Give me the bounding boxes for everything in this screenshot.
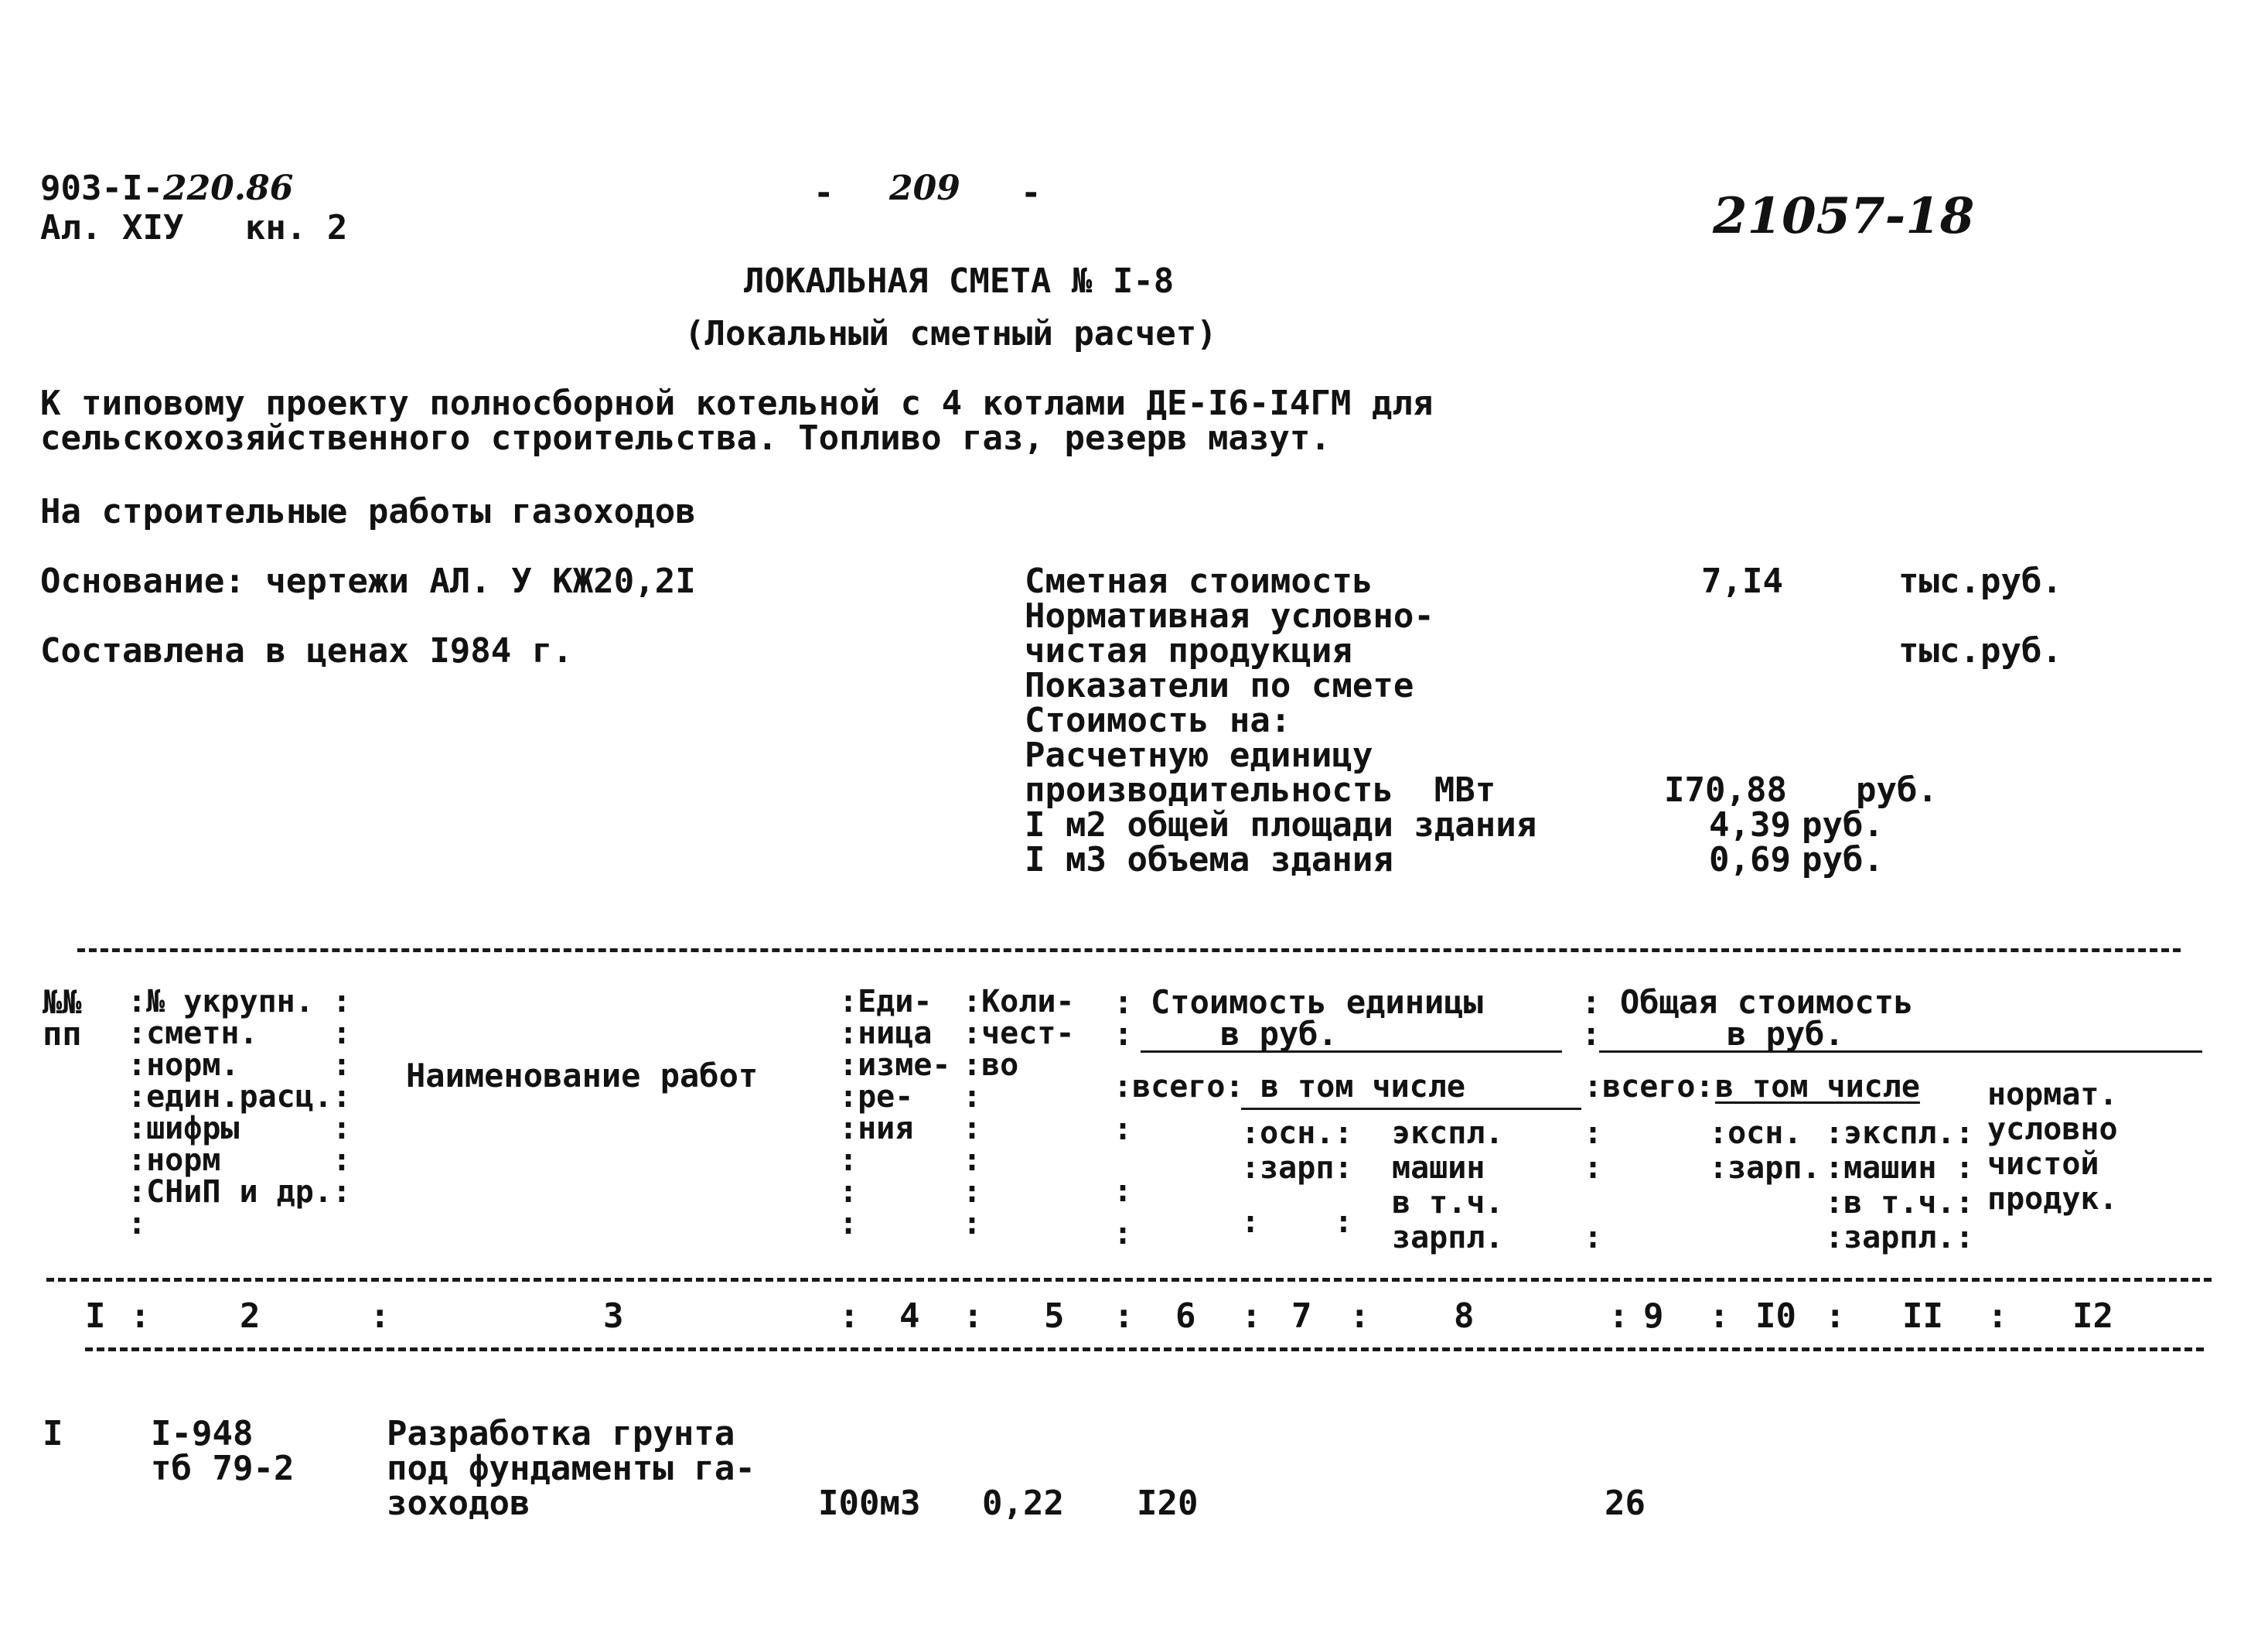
column-number-11: II: [1902, 1296, 1943, 1336]
unit-cost-all: :всего:: [1114, 1069, 1244, 1105]
page-dash-left: -: [813, 173, 834, 213]
project-line-2: сельскохозяйственного строительства. Топливо газ, резерв мазут.: [40, 418, 1331, 458]
header-col-10-line-1: :осн.: [1709, 1115, 1802, 1151]
header-col-8-line-1: экспл.: [1392, 1115, 1504, 1151]
column-sep: :: [839, 1296, 860, 1336]
col-9-colon: :: [1584, 1115, 1603, 1151]
norm-label-2: чистая продукция: [1025, 631, 1352, 671]
column-number-7: 7: [1291, 1296, 1312, 1336]
page-number: 209: [889, 169, 960, 208]
header-col-5-line-6: :: [963, 1142, 982, 1178]
column-sep: :: [130, 1296, 151, 1336]
header-col-5-line-2: :чест-: [963, 1016, 1075, 1051]
calc-unit-label: Расчетную единицу: [1025, 736, 1373, 775]
total-cost-including: в том числе: [1715, 1069, 1920, 1105]
header-col-8-line-2: машин: [1392, 1150, 1485, 1186]
volume-label: I м3 объема здания: [1025, 840, 1393, 879]
header-col-5-line-8: :: [963, 1206, 982, 1241]
row-name-line-2: под фундаменты га-: [387, 1449, 755, 1488]
project-line-1: К типовому проекту полносборной котельной с 4 котлами ДЕ-I6-I4ГМ для: [40, 384, 1434, 423]
norm-label-1: Нормативная условно-: [1025, 596, 1434, 636]
header-col-3: Наименование работ: [406, 1057, 759, 1095]
column-sep: :: [1825, 1296, 1846, 1336]
header-col-4-line-1: :Еди-: [839, 984, 933, 1019]
header-col-2-line-7: :СНиП и др.:: [128, 1174, 351, 1210]
basis-line: Основание: чертежи АЛ. У КЖ20,2I: [40, 562, 696, 601]
doc-code-prefix: 903-I-: [40, 169, 163, 208]
column-number-12: I2: [2072, 1296, 2113, 1336]
cost-label: Сметная стоимость: [1025, 562, 1373, 601]
cost-on-label: Стоимость на:: [1025, 701, 1291, 740]
row-quantity: 0,22: [982, 1484, 1064, 1523]
column-number-10: I0: [1755, 1296, 1796, 1336]
column-sep: :: [1349, 1296, 1370, 1336]
column-sep: :: [370, 1296, 391, 1336]
header-col-4-line-6: :: [839, 1142, 858, 1178]
header-col-2-line-5: :шифры :: [128, 1111, 351, 1146]
header-col-2-line-1: :№ укрупн. :: [128, 984, 351, 1019]
header-col-1-line-1: №№: [43, 983, 82, 1021]
unit-cost-colon: :: [1114, 1015, 1134, 1053]
row-number: I: [43, 1414, 63, 1453]
table-top-rule: [77, 948, 2181, 952]
header-col-10-line-2: :зарп.: [1709, 1150, 1821, 1186]
row-unit: I00м3: [818, 1484, 921, 1523]
column-number-3: 3: [603, 1296, 624, 1336]
column-sep: :: [1987, 1296, 2008, 1336]
including-underline: [1241, 1108, 1581, 1110]
table-header-rule: [46, 1278, 2212, 1282]
column-number-8: 8: [1454, 1296, 1475, 1336]
header-col-12-line-2: условно: [1987, 1112, 2118, 1147]
doc-code: [40, 169, 294, 208]
col-9-colon-2: :: [1584, 1150, 1603, 1186]
header-col-5-line-5: :: [963, 1111, 982, 1146]
column-sep: :: [1114, 1296, 1134, 1336]
header-col-2-line-8: :: [128, 1206, 147, 1241]
header-col-2-line-3: :норм. :: [128, 1047, 351, 1083]
header-col-5-line-7: :: [963, 1174, 982, 1210]
header-col-4-line-2: :ница: [839, 1016, 933, 1051]
col-9-colon-3: :: [1584, 1220, 1603, 1255]
column-number-1: I: [85, 1296, 106, 1336]
row-name-line-1: Разработка грунта: [387, 1414, 735, 1453]
column-number-5: 5: [1044, 1296, 1065, 1336]
volume-unit: руб.: [1802, 840, 1884, 879]
header-col-5-line-1: :Коли-: [963, 984, 1075, 1019]
header-col-8-line-4: зарпл.: [1392, 1220, 1504, 1255]
total-cost-underline: [1599, 1050, 2202, 1053]
prices-line: Составлена в ценах I984 г.: [40, 631, 573, 671]
column-number-4: 4: [899, 1296, 920, 1336]
unit-cost-underline: [1141, 1050, 1562, 1053]
works-description: На строительные работы газоходов: [40, 492, 696, 531]
capacity-unit: руб.: [1856, 770, 1938, 810]
header-col-11-line-4: :зарпл.:: [1825, 1220, 1974, 1255]
header-col-11-line-2: :машин :: [1825, 1150, 1974, 1186]
header-col-2-line-4: :един.расц.:: [128, 1079, 351, 1115]
col-6-colon-3: :: [1114, 1216, 1133, 1252]
header-col-5-line-3: :во: [963, 1047, 1019, 1083]
header-col-4-line-4: :ре-: [839, 1079, 914, 1115]
col-6-colon-2: :: [1114, 1173, 1133, 1209]
column-sep: :: [1241, 1296, 1262, 1336]
column-number-9: 9: [1643, 1296, 1664, 1336]
volume-value: 0,69: [1709, 840, 1791, 879]
col-6-colon: :: [1114, 1112, 1133, 1147]
unit-cost-rub: в руб.: [1220, 1015, 1338, 1053]
capacity-label: производительность МВт: [1025, 770, 1496, 810]
row-name-line-3: зоходов: [387, 1484, 530, 1523]
header-col-2-line-6: :норм :: [128, 1142, 351, 1178]
area-unit: руб.: [1802, 805, 1884, 845]
column-sep: :: [1608, 1296, 1629, 1336]
registration-number: 21057-18: [1713, 187, 1975, 245]
unit-cost-prefix: :: [1114, 983, 1153, 1021]
header-col-2-line-2: :сметн. :: [128, 1016, 351, 1051]
total-cost-prefix: :: [1581, 983, 1621, 1021]
norm-unit: тыс.руб.: [1898, 631, 2062, 671]
doc-code-handwritten: 220.86: [162, 169, 294, 208]
column-number-6: 6: [1175, 1296, 1196, 1336]
header-col-7-line-1: :осн.:: [1241, 1115, 1353, 1151]
total-cost-label: Общая стоимость: [1620, 983, 1914, 1021]
header-col-4-line-3: :изме-: [839, 1047, 951, 1083]
cost-unit: тыс.руб.: [1898, 562, 2062, 601]
total-cost-rub: в руб.: [1727, 1015, 1844, 1053]
header-col-1-line-2: пп: [43, 1015, 82, 1053]
header-col-7-line-2: :зарп:: [1241, 1150, 1353, 1186]
total-cost-colon: :: [1581, 1015, 1601, 1053]
column-sep: :: [1709, 1296, 1730, 1336]
header-col-7-line-3: : :: [1241, 1204, 1353, 1240]
header-col-5-line-4: :: [963, 1079, 982, 1115]
area-label: I м2 общей площади здания: [1025, 805, 1537, 845]
unit-cost-including: в том числе: [1260, 1069, 1465, 1105]
header-col-12-line-1: нормат.: [1987, 1077, 2118, 1112]
header-col-11-line-1: :экспл.:: [1825, 1115, 1974, 1151]
header-col-4-line-8: :: [839, 1206, 858, 1241]
column-sep: :: [963, 1296, 984, 1336]
album-line: Ал. XIУ кн. 2: [40, 208, 348, 248]
row-code-1: I-948: [151, 1414, 254, 1453]
document-title: ЛОКАЛЬНАЯ СМЕТА № I-8: [744, 261, 1175, 301]
header-col-12-line-4: продук.: [1987, 1181, 2118, 1217]
header-col-11-line-3: :в т.ч.:: [1825, 1185, 1974, 1221]
document-subtitle: (Локальный сметный расчет): [684, 314, 1217, 353]
capacity-value: I70,88: [1664, 770, 1787, 810]
row-code-2: тб 79-2: [151, 1449, 295, 1488]
header-col-8-line-3: в т.ч.: [1392, 1185, 1504, 1221]
header-col-4-line-7: :: [839, 1174, 858, 1210]
cost-value: 7,I4: [1701, 562, 1783, 601]
header-col-12-line-3: чистой: [1987, 1146, 2099, 1182]
indicators-label: Показатели по смете: [1025, 666, 1414, 705]
column-numbers-rule: [85, 1347, 2204, 1351]
row-total-cost: 26: [1605, 1484, 1646, 1523]
column-number-2: 2: [240, 1296, 261, 1336]
total-cost-all: :всего:: [1584, 1069, 1714, 1105]
header-col-4-line-5: :ния: [839, 1111, 914, 1146]
page-dash-right: -: [1021, 173, 1042, 213]
unit-cost-label: Стоимость единицы: [1151, 983, 1483, 1021]
row-unit-cost-total: I20: [1137, 1484, 1199, 1523]
area-value: 4,39: [1709, 805, 1791, 845]
